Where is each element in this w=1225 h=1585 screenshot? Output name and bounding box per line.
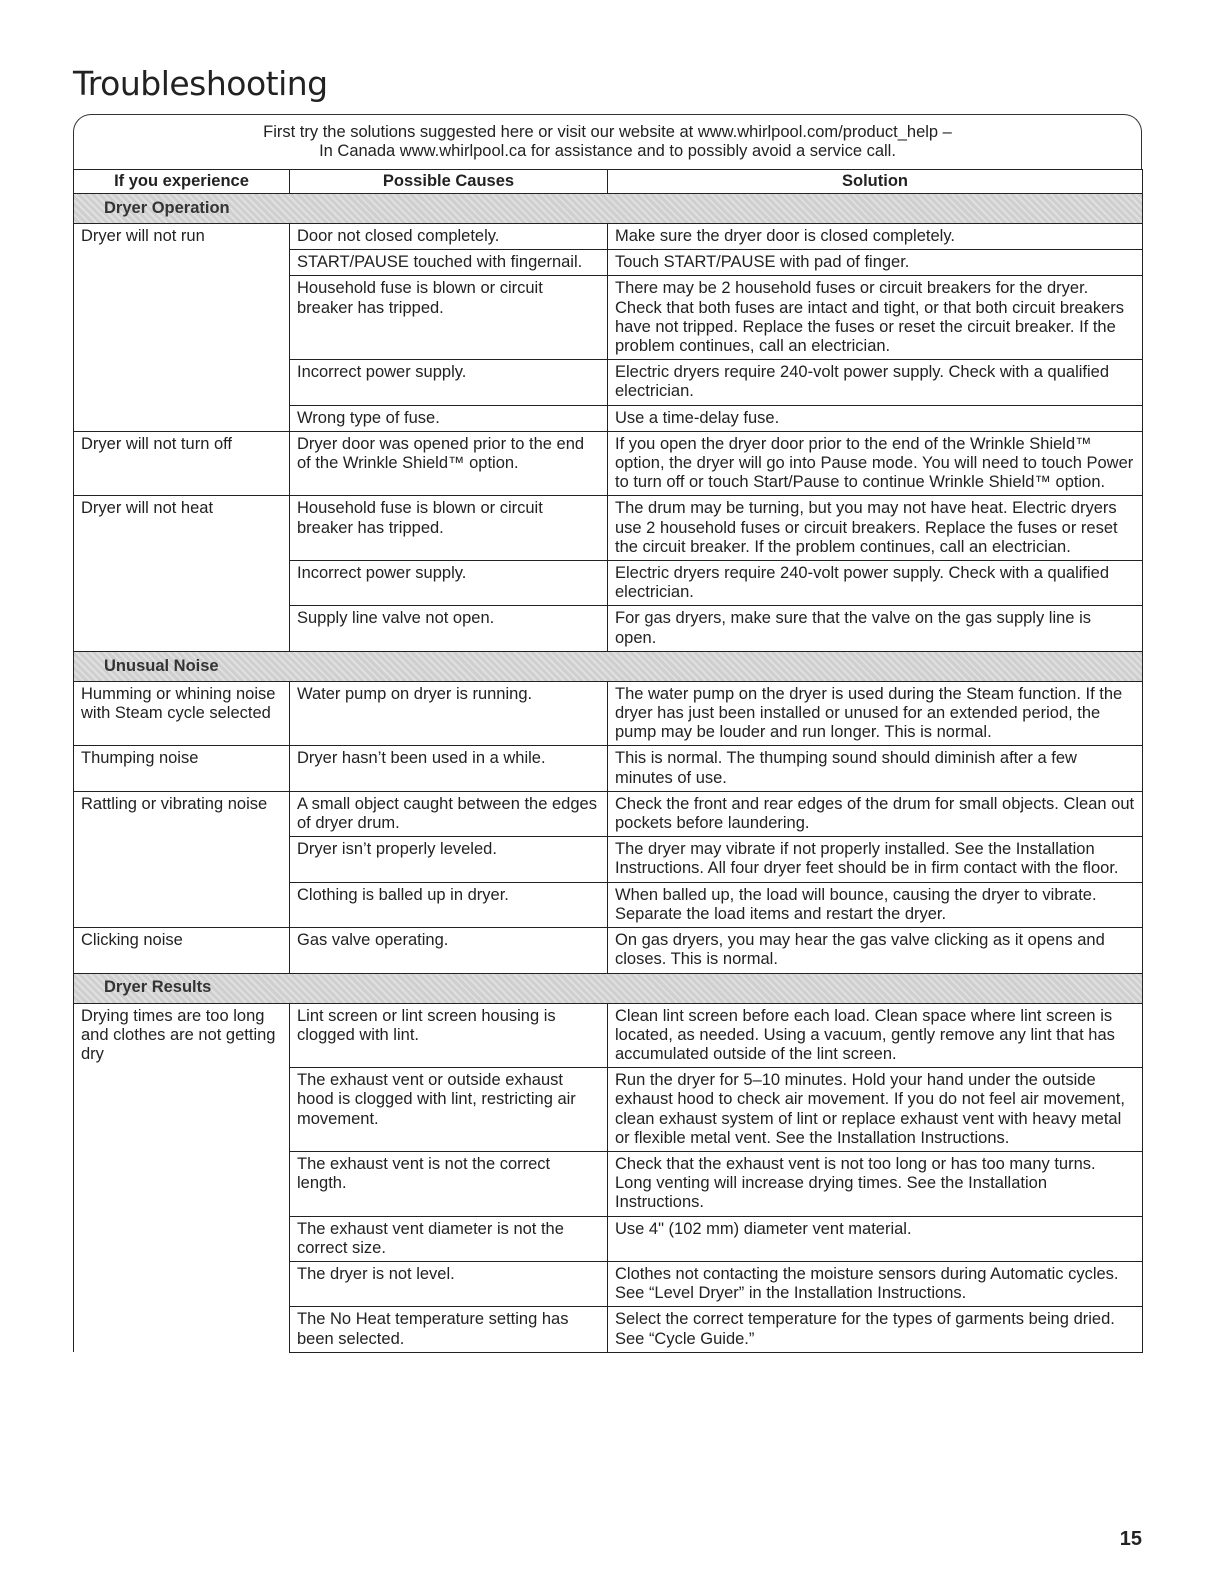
- cause-cell: The exhaust vent or outside exhaust hood is clogged with lint, restricting air movement.: [290, 1068, 608, 1152]
- experience-cell: Dryer will not heat: [74, 496, 290, 651]
- troubleshooting-table: [73, 169, 1143, 1353]
- solution-cell: If you open the dryer door prior to the end of the Wrinkle Shield™ option, the dryer will go into Pause mode. You will need to touch Power to turn off or touch Start/Pause to continue Wrinkle Shield™ option.: [608, 431, 1143, 496]
- header-solution: Solution: [608, 170, 1143, 194]
- experience-cell: Dryer will not turn off: [74, 431, 290, 496]
- experience-cell: Thumping noise: [74, 746, 290, 791]
- table-row: [74, 224, 1143, 250]
- solution-cell: Check the front and rear edges of the drum for small objects. Clean out pockets before laundering.: [608, 791, 1143, 836]
- cause-cell: The exhaust vent is not the correct length.: [290, 1151, 608, 1216]
- table-row: [74, 746, 1143, 791]
- table-row: [74, 431, 1143, 496]
- experience-cell: Drying times are too long and clothes are not getting dry: [74, 1003, 290, 1352]
- cause-cell: Incorrect power supply.: [290, 561, 608, 606]
- cause-cell: Household fuse is blown or circuit breaker has tripped.: [290, 496, 608, 561]
- solution-cell: Use 4" (102 mm) diameter vent material.: [608, 1216, 1143, 1261]
- solution-cell: Electric dryers require 240-volt power supply. Check with a qualified electrician.: [608, 561, 1143, 606]
- table-header-row: [74, 170, 1143, 194]
- section-title: Dryer Operation: [74, 194, 1143, 224]
- intro-text: [73, 123, 1142, 161]
- solution-cell: The drum may be turning, but you may not have heat. Electric dryers use 2 household fuses or circuit breakers. Replace the fuses or reset the circuit breaker. If the problem continues, call an electrician.: [608, 496, 1143, 561]
- section-row: [74, 194, 1143, 224]
- cause-cell: Supply line valve not open.: [290, 606, 608, 651]
- experience-cell: Humming or whining noise with Steam cycle selected: [74, 681, 290, 746]
- cause-cell: Lint screen or lint screen housing is clogged with lint.: [290, 1003, 608, 1068]
- intro-line-1: First try the solutions suggested here or visit our website at www.whirlpool.com/product_help –: [263, 123, 952, 141]
- solution-cell: Use a time-delay fuse.: [608, 405, 1143, 431]
- cause-cell: The exhaust vent diameter is not the correct size.: [290, 1216, 608, 1261]
- solution-cell: This is normal. The thumping sound should diminish after a few minutes of use.: [608, 746, 1143, 791]
- solution-cell: On gas dryers, you may hear the gas valve clicking as it opens and closes. This is normal.: [608, 928, 1143, 973]
- page-title: Troubleshooting: [73, 64, 328, 103]
- cause-cell: Incorrect power supply.: [290, 360, 608, 405]
- cause-cell: Door not closed completely.: [290, 224, 608, 250]
- header-causes: Possible Causes: [290, 170, 608, 194]
- solution-cell: Touch START/PAUSE with pad of finger.: [608, 250, 1143, 276]
- solution-cell: For gas dryers, make sure that the valve on the gas supply line is open.: [608, 606, 1143, 651]
- table-row: [74, 1003, 1143, 1068]
- cause-cell: Clothing is balled up in dryer.: [290, 882, 608, 927]
- section-row: [74, 651, 1143, 681]
- intro-line-2: In Canada www.whirlpool.ca for assistance and to possibly avoid a service call.: [319, 142, 896, 160]
- section-title: Unusual Noise: [74, 651, 1143, 681]
- table-row: [74, 928, 1143, 973]
- experience-cell: Dryer will not run: [74, 224, 290, 432]
- solution-cell: Make sure the dryer door is closed completely.: [608, 224, 1143, 250]
- experience-cell: Clicking noise: [74, 928, 290, 973]
- solution-cell: When balled up, the load will bounce, causing the dryer to vibrate. Separate the load items and restart the dryer.: [608, 882, 1143, 927]
- table-row: [74, 791, 1143, 836]
- cause-cell: The dryer is not level.: [290, 1261, 608, 1306]
- cause-cell: Household fuse is blown or circuit breaker has tripped.: [290, 276, 608, 360]
- solution-cell: The dryer may vibrate if not properly installed. See the Installation Instructions. All four dryer feet should be in firm contact with the floor.: [608, 837, 1143, 882]
- cause-cell: Wrong type of fuse.: [290, 405, 608, 431]
- section-title: Dryer Results: [74, 973, 1143, 1003]
- cause-cell: Dryer door was opened prior to the end of the Wrinkle Shield™ option.: [290, 431, 608, 496]
- table-row: [74, 496, 1143, 561]
- cause-cell: START/PAUSE touched with fingernail.: [290, 250, 608, 276]
- solution-cell: Check that the exhaust vent is not too long or has too many turns. Long venting will increase drying times. See the Installation Instructions.: [608, 1151, 1143, 1216]
- solution-cell: Run the dryer for 5–10 minutes. Hold your hand under the outside exhaust hood to check air movement. If you do not feel air movement, clean exhaust system of lint or replace exhaust vent with heavy metal or flexible metal vent. See the Installation Instructions.: [608, 1068, 1143, 1152]
- solution-cell: The water pump on the dryer is used during the Steam function. If the dryer has just been installed or unused for an extended period, the pump may be louder and run longer. This is normal.: [608, 681, 1143, 746]
- cause-cell: Dryer hasn’t been used in a while.: [290, 746, 608, 791]
- cause-cell: Gas valve operating.: [290, 928, 608, 973]
- experience-cell: Rattling or vibrating noise: [74, 791, 290, 927]
- section-row: [74, 973, 1143, 1003]
- cause-cell: The No Heat temperature setting has been selected.: [290, 1307, 608, 1352]
- solution-cell: Select the correct temperature for the types of garments being dried. See “Cycle Guide.”: [608, 1307, 1143, 1352]
- cause-cell: Dryer isn’t properly leveled.: [290, 837, 608, 882]
- solution-cell: There may be 2 household fuses or circuit breakers for the dryer. Check that both fuses are intact and tight, or that both circuit breakers have not tripped. Replace the fuses or reset the circuit breaker. If the problem continues, call an electrician.: [608, 276, 1143, 360]
- solution-cell: Clothes not contacting the moisture sensors during Automatic cycles. See “Level Dryer” in the Installation Instructions.: [608, 1261, 1143, 1306]
- page-number: 15: [1119, 1528, 1142, 1550]
- solution-cell: Electric dryers require 240-volt power supply. Check with a qualified electrician.: [608, 360, 1143, 405]
- table-row: [74, 681, 1143, 746]
- cause-cell: Water pump on dryer is running.: [290, 681, 608, 746]
- solution-cell: Clean lint screen before each load. Clean space where lint screen is located, as needed. Using a vacuum, gently remove any lint that has accumulated outside of the lint screen.: [608, 1003, 1143, 1068]
- header-experience: If you experience: [74, 170, 290, 194]
- cause-cell: A small object caught between the edges of dryer drum.: [290, 791, 608, 836]
